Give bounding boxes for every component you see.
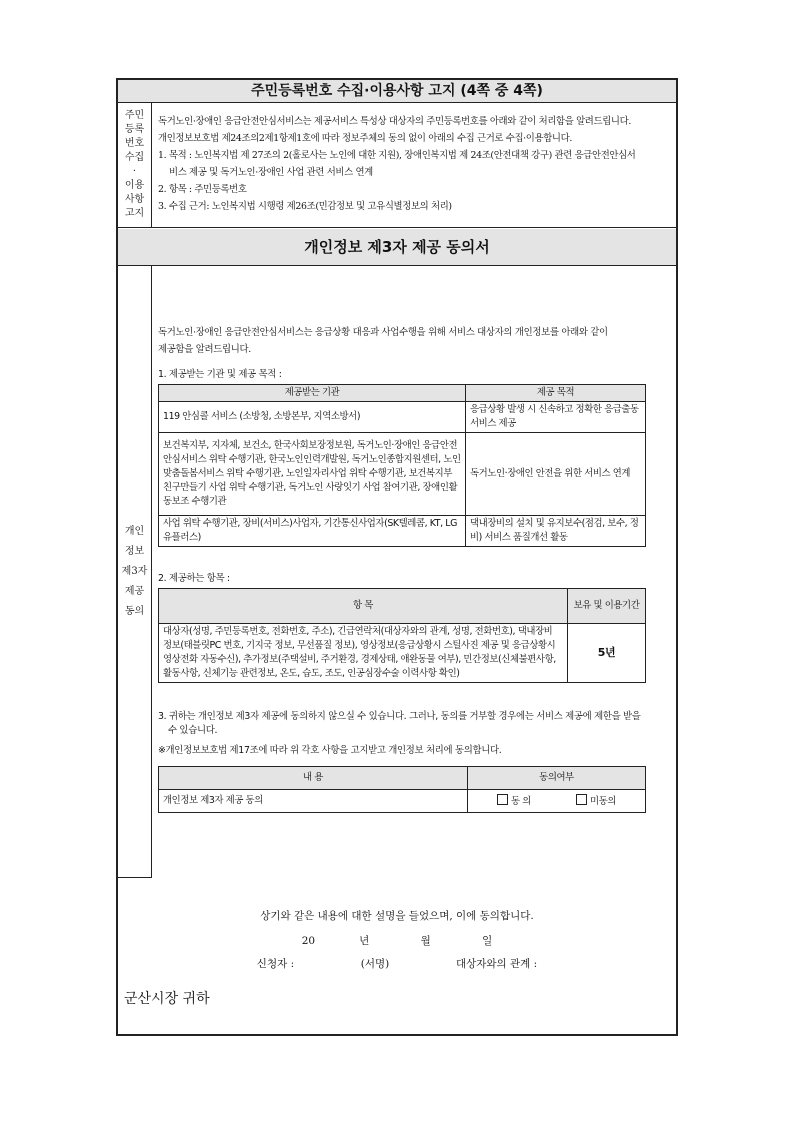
purpose-cell: 독거노인·장애인 안전을 위한 서비스 연계 — [466, 433, 646, 516]
relation-label: 대상자와의 관계 : — [455, 958, 538, 970]
agree-header: 동의여부 — [468, 767, 646, 790]
notice-title: 주민등록번호 수집·이용사항 고지 (4쪽 중 4쪽) — [118, 80, 676, 103]
notice-text: 독거노인·장애인 응급안전안심서비스는 제공서비스 특성상 대상자의 주민등록번호를 아래와 같이 처리함을 알려드립니다. 개인정보보호법 제24조의2제1항제1호에 따라 정보주체의 동의 없이 아래의 수집 근거로 수집·이용합니다. 1. 목적 : 노인복지법 제 27조의 2(홀로사는 노인에 대한 지원), 장애인복지법 제 24조(안전대책 강구) 관련 응급안전안심서 비스 제공 및 독거노인·장애인 사업 관련 서비스 연계 2. 항목 : 주민등록번호 3. 수집 근거: 노인복지법 시행령 제26조(민감정보 및 고유식별정보의 처리) — [158, 116, 636, 212]
consent-intro: 독거노인·장애인 응급안전안심서비스는 응급상황 대응과 사업수행을 위해 서비스 대상자의 개인정보를 아래와 같이 제공함을 알려드립니다. — [158, 327, 608, 355]
table-row — [159, 516, 646, 547]
section3-text: 3. 귀하는 개인정보 제3자 제공에 동의하지 않으실 수 있습니다. 그러나, 동의를 거부할 경우에는 서비스 제공에 제한을 받을 수 있습니다. — [158, 711, 641, 736]
table-row — [159, 402, 646, 433]
purpose-cell: 응급상황 발생 시 신속하고 정확한 응급출동 서비스 제공 — [466, 402, 646, 433]
agreement-label: 개인정보 제3자 제공 동의 — [159, 790, 468, 813]
section2-label: 2. 제공하는 항목 : — [158, 573, 230, 584]
checkbox-icon — [576, 794, 587, 805]
disagree-checkbox[interactable]: 미동의 — [576, 796, 616, 807]
applicant-line — [118, 956, 676, 971]
recipient: 군산시장 귀하 — [124, 991, 210, 1007]
applicant-label: 신청자 : — [256, 958, 295, 970]
table-row — [159, 433, 646, 516]
consent-body — [158, 266, 674, 878]
form-frame — [116, 78, 678, 1036]
item-cell: 대상자(성명, 주민등록번호, 전화번호, 주소), 긴급연락처(대상자와의 관계, 성명, 전화번호), 댁내장비 정보(태블릿PC 번호, 기지국 정보, 무선품질 정보), 영상정보(응급상황시 스틸사진 제공 및 응급상황시 영상전화 자동수신), 추가정보(주택설비, 주거환경, 경제상태, 애완동물 여부), 민간정보(신체불편사항, 활동사항, 신체기능 관련정보, 온도, 습도, 조도, 인공심장수술 이력사항 확인) — [159, 624, 568, 683]
agreement-options — [468, 790, 646, 813]
law-note: ※개인정보보호법 제17조에 따라 위 각호 사항을 고지받고 개인정보 처리에 동의합니다. — [158, 745, 502, 756]
period-header: 보유 및 이용기간 — [568, 589, 646, 624]
agreement-table — [158, 766, 646, 813]
consent-title: 개인정보 제3자 제공 동의서 — [118, 229, 676, 266]
notice-body — [118, 103, 676, 230]
period-cell: 5년 — [568, 624, 646, 683]
checkbox-icon — [497, 794, 508, 805]
provider-cell: 119 안심콜 서비스 (소방청, 소방본부, 지역소방서) — [159, 402, 466, 433]
content-header: 내 용 — [159, 767, 468, 790]
agreement-statement: 상기와 같은 내용에 대한 설명을 들었으며, 이에 동의합니다. — [260, 910, 534, 922]
table-row — [159, 790, 646, 813]
date-line: 20 년 월 일 — [301, 935, 493, 947]
notice-side-label: 주민 등록 번호 수집 · 이용 사항 고지 — [118, 103, 152, 227]
section1-label: 1. 제공받는 기관 및 제공 목적 : — [158, 369, 282, 380]
sign-label: (서명) — [360, 958, 390, 970]
agree-checkbox[interactable]: 동 의 — [497, 796, 531, 807]
purpose-cell: 댁내장비의 설치 및 유지보수(점검, 보수, 정비) 서비스 품질개선 활동 — [466, 516, 646, 547]
item-header: 항 목 — [159, 589, 568, 624]
provider-cell: 보건복지부, 지자체, 보건소, 한국사회보장정보원, 독거노인·장애인 응급안전안심서비스 위탁 수행기관, 한국노인인력개발원, 독거노인종합지원센터, 노인맞춤돌봄서비스 위탁 수행기관, 노인일자리사업 위탁 수행기관, 보건복지부 친구만들기 사업 위탁 수행기관, 독거노인 사랑잇기 사업 참여기관, 장애인활동보조 수행기관 — [159, 433, 466, 516]
provider-cell: 사업 위탁 수행기관, 장비(서비스)사업자, 기간통신사업자(SK텔레콤, KT, LG유플러스) — [159, 516, 466, 547]
provider-header: 제공받는 기관 — [159, 385, 466, 402]
provider-table — [158, 384, 646, 547]
purpose-header: 제공 목적 — [466, 385, 646, 402]
signature-section — [118, 878, 676, 1036]
consent-side-label: 개인 정보 제3자 제공 동의 — [118, 266, 152, 878]
items-table — [158, 588, 646, 683]
table-row — [159, 624, 646, 683]
